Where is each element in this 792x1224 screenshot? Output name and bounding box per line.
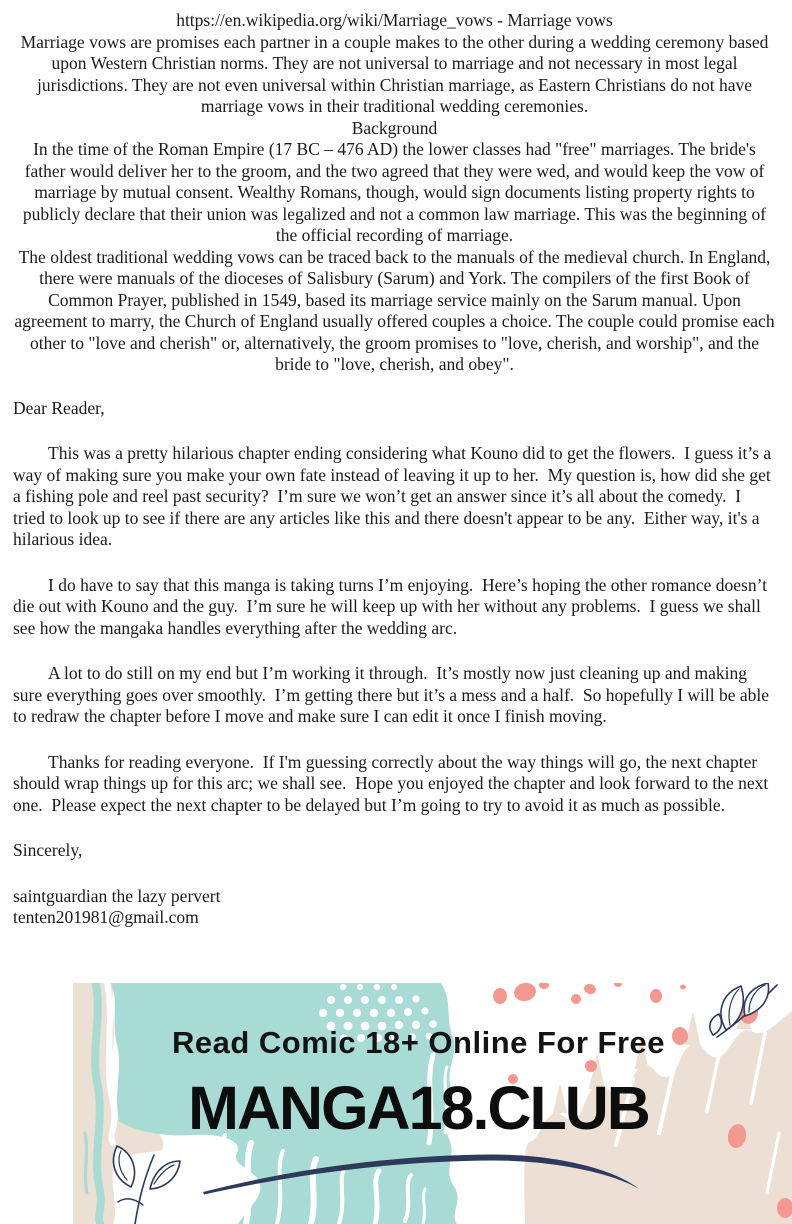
signature-email: tenten201981@gmail.com <box>13 907 199 927</box>
letter-paragraph-1: This was a pretty hilarious chapter ending considering what Kouno did to get the flowers. I guess it’s a way of making sure you make your own fate instead of leaving it up to her. My question is, how did she get a fishing pole and reel past security? I’m sure we won’t get an answer since it’s all about the comedy. I tried to look up to see if there are any articles like this and there doesn't appear to be any. Either way, it's a hilarious idea. <box>13 443 776 549</box>
signature-name: saintguardian the lazy pervert <box>13 885 221 906</box>
salutation: Dear Reader, <box>13 397 105 418</box>
closing: Sincerely, <box>13 840 83 860</box>
background-heading: Background <box>351 117 438 138</box>
intro-paragraph: Marriage vows are promises each partner in a couple makes to the other during a wedding ceremony based upon Western Christian norms. They are not universal to marriage and not necessary in most legal jurisdictions. They are not even universal within Christian marriage, as Eastern Christians do not have marriage vows in their traditional wedding ceremonies. <box>20 31 773 116</box>
banner-tagline: Read Comic 18+ Online For Free <box>171 1025 666 1060</box>
wikipedia-excerpt <box>13 10 779 376</box>
banner-site-name[interactable]: MANGA18.CLUB <box>188 1074 649 1142</box>
manga18-club-ad-banner[interactable] <box>73 983 792 1224</box>
background-paragraph-2: The oldest traditional wedding vows can be traced back to the manuals of the medieval church. In England, there were manuals of the dioceses of Salisbury (Sarum) and York. The compilers of the first Book of Common Prayer, published in 1549, based its marriage service mainly on the Sarum manual. Upon agreement to marry, the Church of England usually offered couples a choice. The couple could promise each other to "love and cherish" or, alternatively, the groom promises to "love, cherish, and worship", and the bride to "love, cherish, and obey". <box>14 246 779 374</box>
letter-paragraph-4: Thanks for reading everyone. If I'm guessing correctly about the way things will go, the next chapter should wrap things up for this arc; we shall see. Hope you enjoyed the chapter and look forward to the next one. Please expect the next chapter to be delayed but I’m going to try to avoid it as much as possible. <box>13 751 773 815</box>
background-paragraph-1: In the time of the Roman Empire (17 BC – 476 AD) the lower classes had "free" marriages. The bride's father would deliver her to the groom, and the two agreed that they were wed, and would keep the vow of marriage by mutual consent. Wealthy Romans, though, would sign documents listing property rights to publicly declare that their union was legalized and not a common law marriage. This was the beginning of the official recording of marriage. <box>22 139 771 245</box>
translator-letter <box>13 398 776 929</box>
letter-paragraph-2: I do have to say that this manga is taking turns I’m enjoying. Here’s hoping the other romance doesn’t die out with Kouno and the guy. I’m sure he will keep up with her without any problems. I guess we shall see how the mangaka handles everything after the wedding arc. <box>13 574 772 638</box>
source-line: https://en.wikipedia.org/wiki/Marriage_vows - Marriage vows <box>176 10 613 30</box>
letter-paragraph-3: A lot to do still on my end but I’m working it through. It’s mostly now just cleaning up and making sure everything goes over smoothly. I’m getting there but it’s a mess and a half. So hopefully I will be able to redraw the chapter before I move and make sure I can edit it once I finish moving. <box>13 663 774 726</box>
